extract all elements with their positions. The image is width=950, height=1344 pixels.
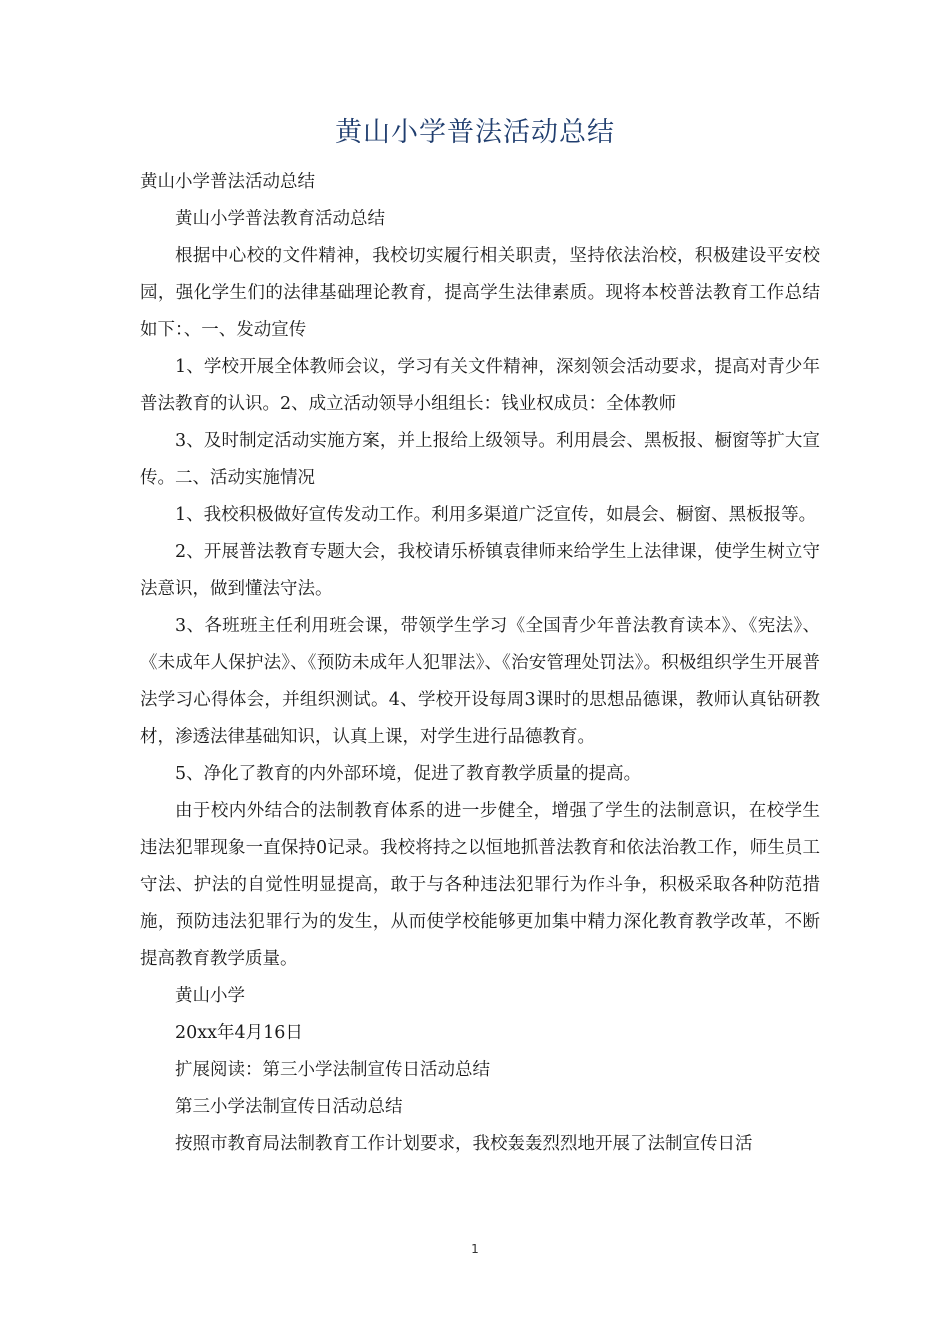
paragraph: 按照市教育局法制教育工作计划要求，我校轰轰烈烈地开展了法制宣传日活 [175, 1134, 753, 1154]
document-body [140, 164, 820, 1163]
paragraph: 3、各班班主任利用班会课，带领学生学习《全国青少年普法教育读本》、《宪法》、《未成年人保护法》、《预防未成年人犯罪法》、《治安管理处罚法》。积极组织学生开展普法学习心得体会，并组织测试。4、学校开设每周3课时的思想品德课，教师认真钻研教材，渗透法律基础知识，认真上课，对学生进行品德教育。 [140, 616, 820, 747]
paragraph: 由于校内外结合的法制教育体系的进一步健全，增强了学生的法制意识，在校学生违法犯罪现象一直保持0记录。我校将持之以恒地抓普法教育和依法治教工作，师生员工守法、护法的自觉性明显提高，敢于与各种违法犯罪行为作斗争，积极采取各种防范措施，预防违法犯罪行为的发生，从而使学校能够更加集中精力深化教育教学改革，不断提高教育教学质量。 [140, 801, 820, 969]
section-heading: 第三小学法制宣传日活动总结 [175, 1097, 403, 1117]
document-title: 黄山小学普法活动总结 [335, 117, 615, 148]
extended-reading-label: 扩展阅读：第三小学法制宣传日活动总结 [175, 1060, 490, 1080]
paragraph: 1、学校开展全体教师会议，学习有关文件精神，深刻领会活动要求，提高对青少年普法教育的认识。2、成立活动领导小组组长：钱业权成员：全体教师 [140, 357, 820, 414]
paragraph: 2、开展普法教育专题大会，我校请乐桥镇袁律师来给学生上法律课，使学生树立守法意识，做到懂法守法。 [140, 542, 820, 599]
paragraph: 1、我校积极做好宣传发动工作。利用多渠道广泛宣传，如晨会、橱窗、黑板报等。 [175, 505, 817, 525]
paragraph: 3、及时制定活动实施方案，并上报给上级领导。利用晨会、黑板报、橱窗等扩大宣传。二、活动实施情况 [140, 431, 820, 488]
page-number: 1 [471, 1242, 479, 1256]
paragraph: 根据中心校的文件精神，我校切实履行相关职责，坚持依法治校，积极建设平安校园，强化学生们的法律基础理论教育，提高学生法律素质。现将本校普法教育工作总结如下：、一、发动宣传 [140, 246, 820, 340]
signature-school: 黄山小学 [175, 986, 245, 1006]
paragraph-heading: 黄山小学普法活动总结 [140, 172, 315, 192]
paragraph: 5、净化了教育的内外部环境，促进了教育教学质量的提高。 [175, 764, 642, 784]
paragraph-subheading: 黄山小学普法教育活动总结 [175, 209, 385, 229]
signature-date: 20xx年4月16日 [175, 1023, 303, 1043]
